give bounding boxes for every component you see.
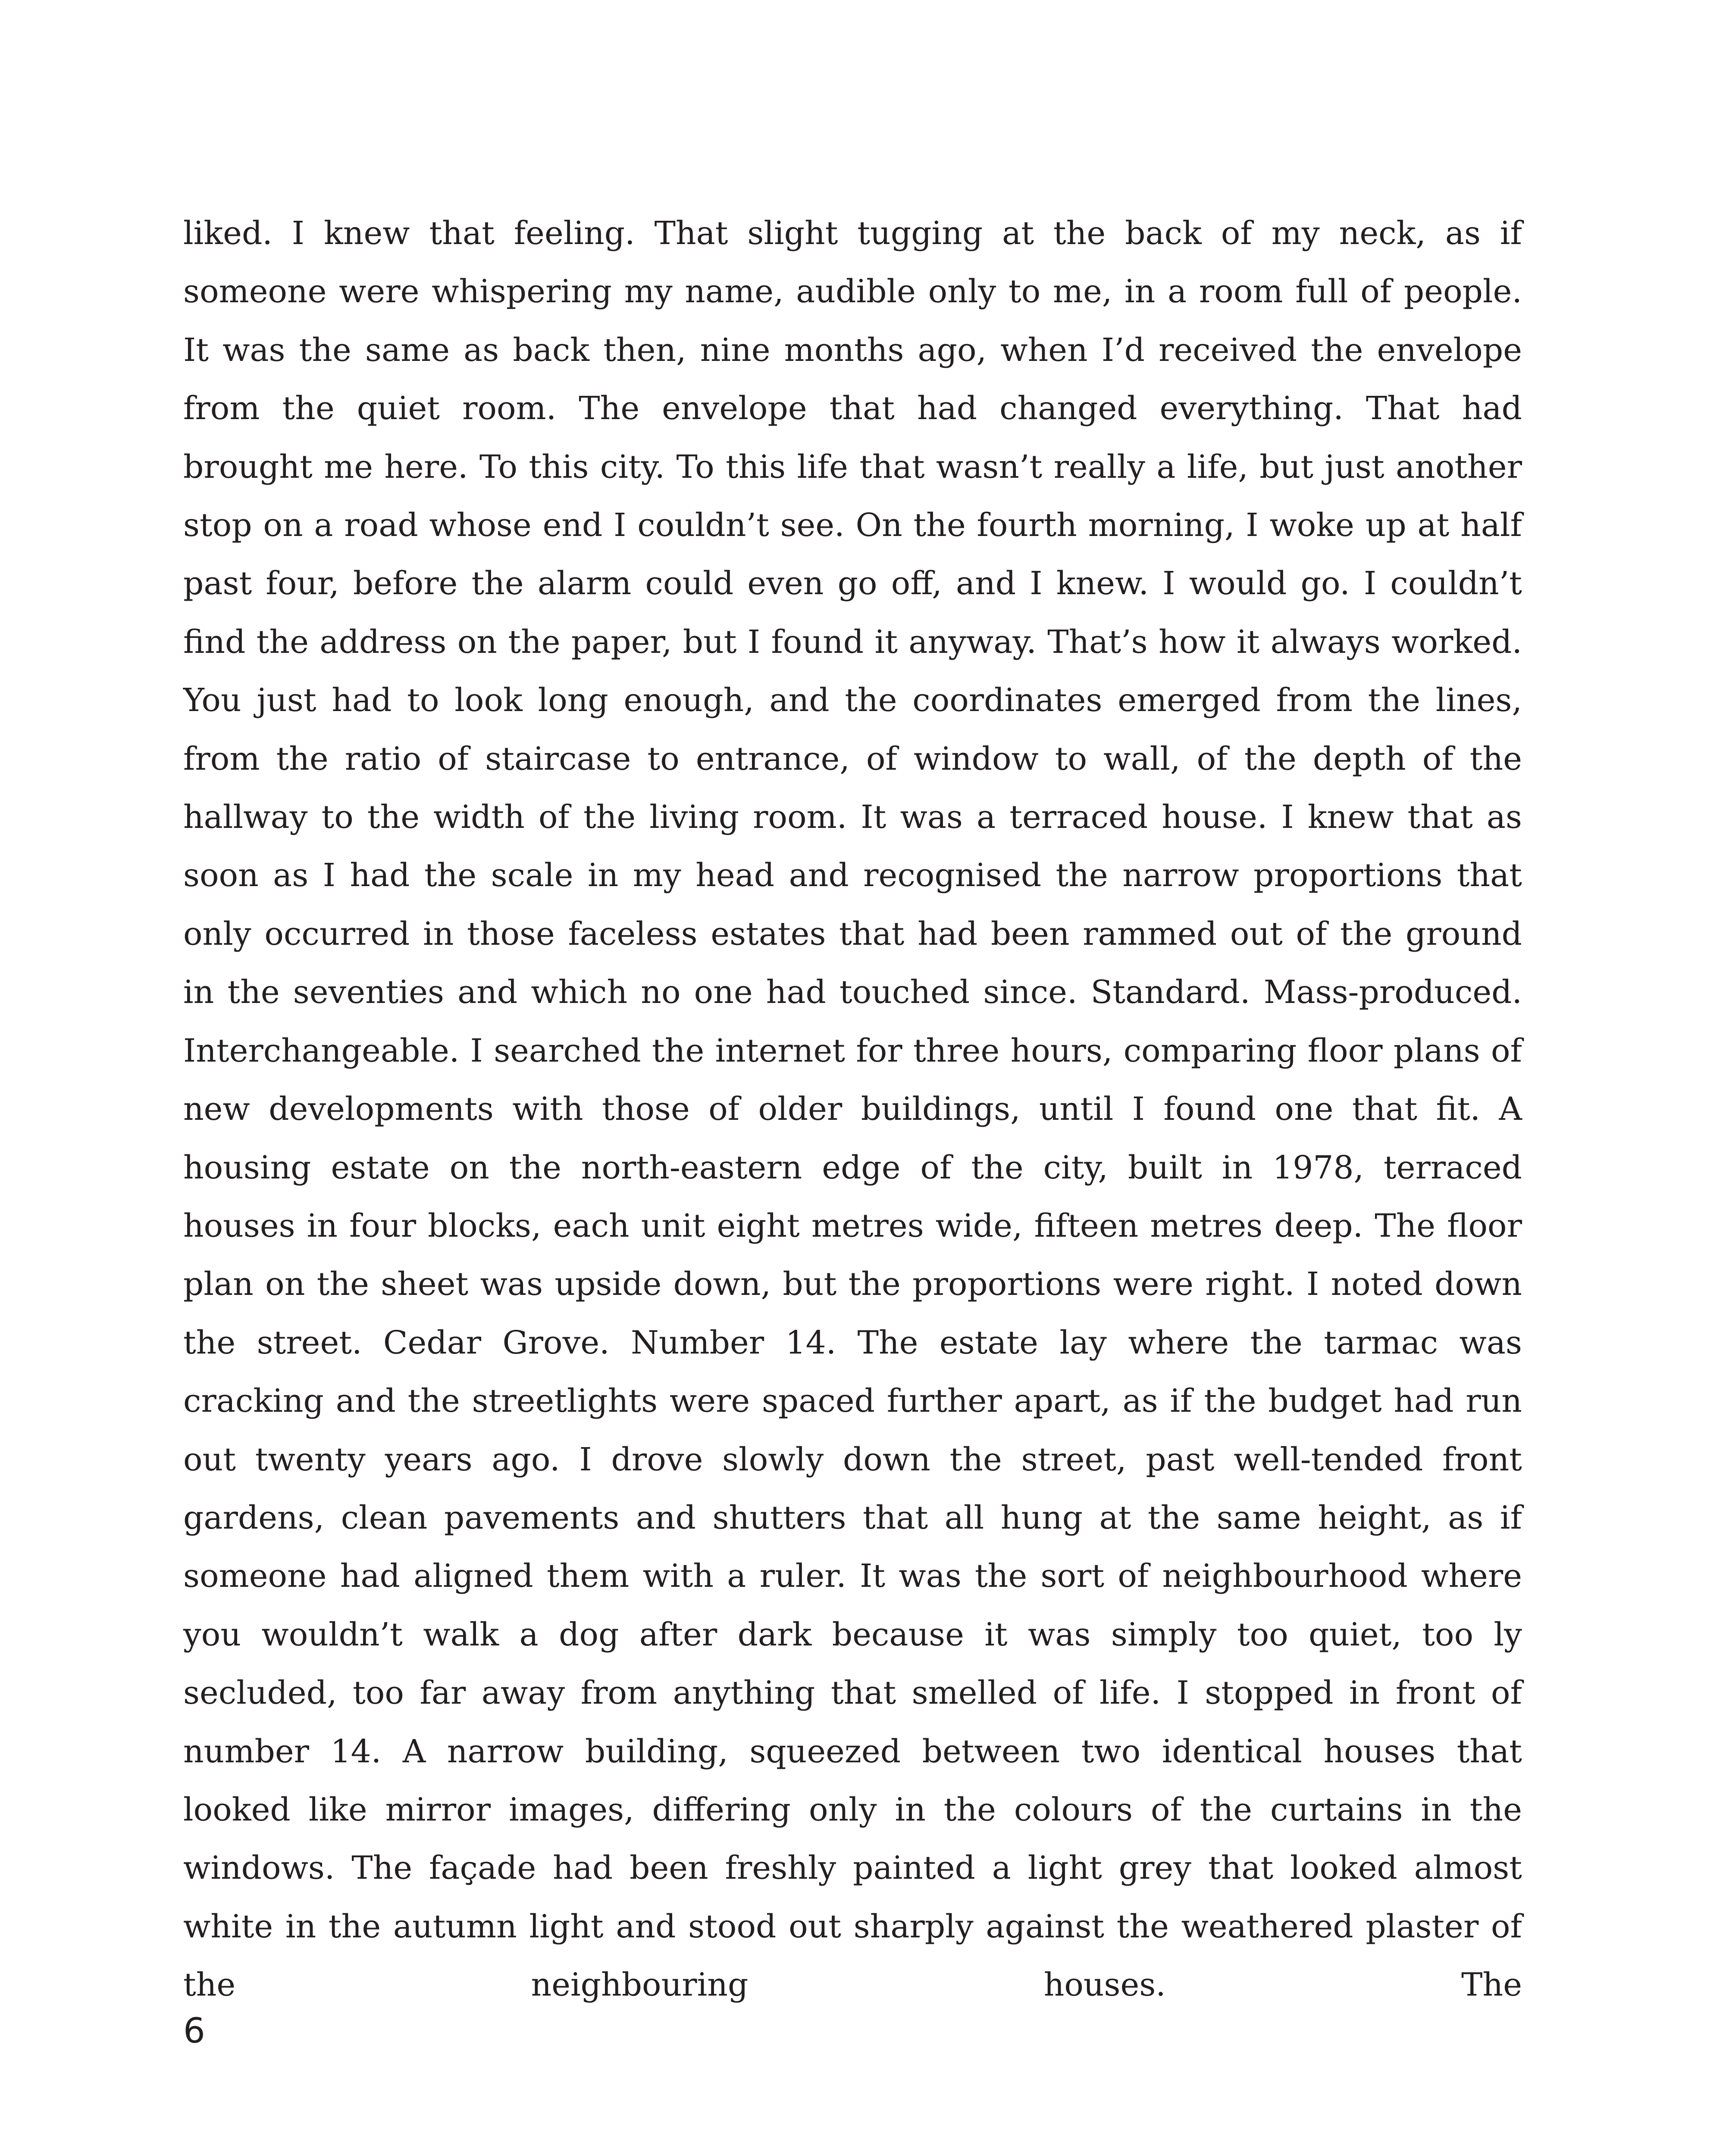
body-paragraph: liked. I knew that feeling. That slight tugging at the back of my neck, as if someone were whispering my name, audible only to me, in a room full of people. It was the same as back then, nine months ago, when I’d received the envelope from the quiet room. The envelope that had changed everything. That had brought me here. To this city. To this life that wasn’t really a life, but just another stop on a road whose end I couldn’t see. On the fourth morning, I woke up at half past four, before the alarm could even go off, and I knew. I would go. I couldn’t find the address on the paper, but I found it anyway. That’s how it always worked. You just had to look long enough, and the coordinates emerged from the lines, from the ratio of staircase to entrance, of window to wall, of the depth of the hallway to the width of the living room. It was a terraced house. I knew that as soon as I had the scale in my head and recognised the narrow proportions that only occurred in those faceless estates that had been rammed out of the ground in the seventies and which no one had touched since. Standard. Mass-produced. Interchangeable. I searched the internet for three hours, comparing floor plans of new developments with those of older buildings, until I found one that fit. A housing estate on the north-eastern edge of the city, built in 1978, terraced houses in four blocks, each unit eight metres wide, fifteen metres deep. The floor plan on the sheet was upside down, but the proportions were right. I noted down the street. Cedar Grove. Number 14. The estate lay where the tarmac was cracking and the streetlights were spaced further apart, as if the budget had run out twenty years ago. I drove slowly down the street, past well-tended front gardens, clean pavements and shutters that all hung at the same height, as if someone had aligned them with a ruler. It was the sort of neighbourhood where you wouldn’t walk a dog after dark because it was simply too quiet, too ly secluded, too far away from anything that smelled of life. I stopped in front of number 14. A narrow building, squeezed between two identical houses that looked like mirror images, differing only in the colours of the curtains in the windows. The façade had been freshly painted a light grey that looked almost white in the autumn light and stood out sharply against the weathered plaster of the neighbouring houses. The (183, 215, 1522, 2004)
page-number: 6 (183, 2011, 205, 2051)
